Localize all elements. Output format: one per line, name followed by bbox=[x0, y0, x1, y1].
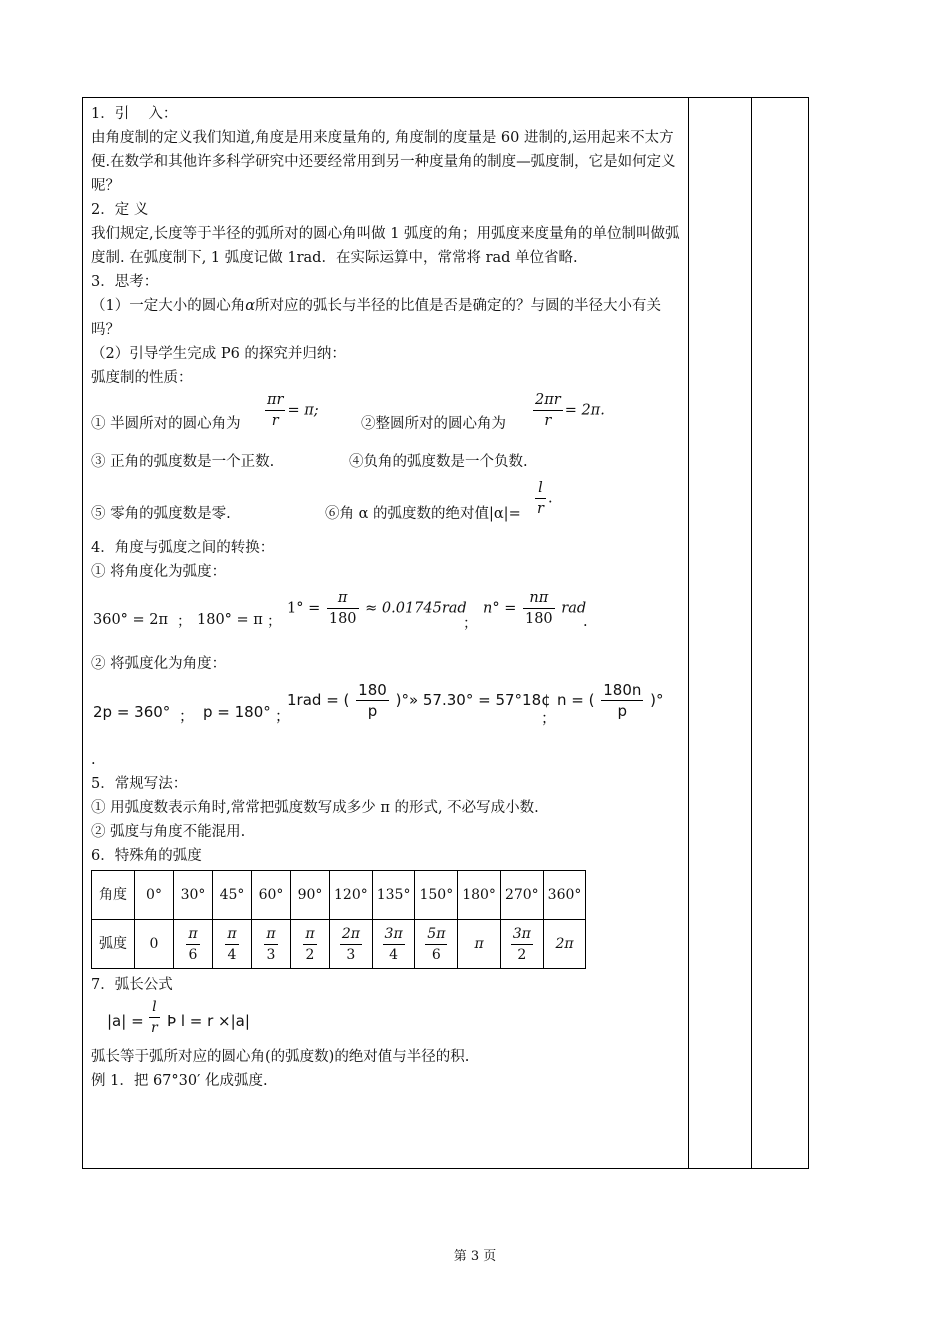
main-content bbox=[91, 102, 681, 1093]
property-1: ① 半圆所对的圆心角为 bbox=[91, 416, 241, 432]
degree-cell: 150° bbox=[415, 871, 458, 920]
radian-numerator: 2π bbox=[340, 924, 362, 945]
radian-denominator: 2 bbox=[305, 946, 315, 963]
eq-n-rad-den: p bbox=[617, 702, 628, 720]
question-1-part-a: （1）一定大小的圆心角 bbox=[91, 298, 246, 314]
radian-row-header: 弧度 bbox=[92, 920, 135, 969]
example-1: 例 1．把 67°30′ 化成弧度. bbox=[91, 1073, 268, 1089]
page-number: 第 3 页 bbox=[453, 1249, 497, 1264]
degree-cell: 45° bbox=[213, 871, 252, 920]
eq-1rad-den: p bbox=[367, 702, 378, 720]
radian-denominator: 4 bbox=[389, 946, 399, 963]
radian-numerator: π bbox=[186, 924, 199, 945]
degree-cell: 360° bbox=[543, 871, 586, 920]
radian-numerator: 3π bbox=[511, 924, 533, 945]
radian-value: 0 bbox=[149, 936, 159, 952]
alpha-symbol: α bbox=[245, 298, 256, 314]
property-row-1 bbox=[91, 390, 681, 440]
radian-cell bbox=[252, 920, 291, 969]
property-5: ⑤ 零角的弧度数是零. bbox=[91, 506, 231, 522]
eq-360: 360° = 2π bbox=[93, 612, 169, 628]
eq-1-degree-den: 180 bbox=[328, 611, 357, 627]
sep-4: ； bbox=[179, 707, 195, 725]
eq-p: p = 180° bbox=[203, 703, 271, 721]
formula-2-denominator: r bbox=[544, 413, 552, 429]
eq-n-rad bbox=[557, 680, 664, 721]
section-1-text: 由角度制的定义我们知道,角度是用来度量角的, 角度制的度量是 60 进制的,运用起来不太方便.在数学和其他许多科学研究中还要经常用到另一种度量角的制度—弧度制，它是如何定义呢？ bbox=[91, 130, 676, 194]
properties-title: 弧度制的性质： bbox=[91, 370, 193, 386]
radian-cell bbox=[213, 920, 252, 969]
formula-2-result: = 2π. bbox=[564, 402, 605, 419]
eq-180: 180° = π bbox=[197, 612, 263, 628]
property-6: ⑥角 α 的弧度数的绝对值|α|= bbox=[325, 506, 521, 522]
radian-row bbox=[92, 920, 586, 969]
eq-1-degree-num: π bbox=[327, 588, 359, 609]
eq-n-degree-right: rad bbox=[561, 600, 587, 617]
radian-cell bbox=[458, 920, 501, 969]
eq-1rad-right: )°» 57.30° = 57°18¢ bbox=[395, 691, 551, 709]
radian-denominator: 6 bbox=[431, 946, 441, 963]
eq-1-degree bbox=[287, 588, 467, 629]
eq-1-degree-left: 1° = bbox=[287, 600, 321, 617]
eq-n-degree-den: 180 bbox=[524, 611, 553, 627]
radian-cell bbox=[330, 920, 373, 969]
degree-cell: 120° bbox=[330, 871, 373, 920]
arc-formula-den: r bbox=[151, 1020, 158, 1036]
radian-numerator: π bbox=[264, 924, 277, 945]
section-5-line-2: ② 弧度与角度不能混用. bbox=[91, 824, 246, 840]
radian-cell bbox=[174, 920, 213, 969]
section-4-title: 4．角度与弧度之间的转换： bbox=[91, 540, 275, 556]
period-line: . bbox=[91, 752, 96, 768]
degree-cell: 270° bbox=[500, 871, 543, 920]
degree-cell: 30° bbox=[174, 871, 213, 920]
property-row-2 bbox=[91, 450, 681, 476]
sep-6: ； bbox=[541, 709, 557, 727]
radian-cell bbox=[543, 920, 586, 969]
formula-1-denominator: r bbox=[271, 413, 279, 429]
column-divider-1 bbox=[688, 98, 689, 1168]
formula-abs-alpha bbox=[533, 478, 553, 519]
eq-2p: 2p = 360° bbox=[93, 703, 171, 721]
degree-row bbox=[92, 871, 586, 920]
sep-3: ； bbox=[463, 616, 478, 632]
radian-cell bbox=[135, 920, 174, 969]
question-1 bbox=[91, 294, 681, 342]
radian-cell bbox=[372, 920, 415, 969]
section-7-title: 7．弧长公式 bbox=[91, 977, 173, 993]
radian-cell bbox=[500, 920, 543, 969]
sep-5: ； bbox=[275, 707, 291, 725]
formula-3-denominator: r bbox=[537, 501, 544, 517]
column-divider-2 bbox=[751, 98, 752, 1168]
lesson-table bbox=[82, 97, 809, 1169]
degree-to-radian-title: ① 将角度化为弧度： bbox=[91, 564, 227, 580]
sep-1: ； bbox=[177, 614, 192, 630]
radian-to-degree-formulas bbox=[91, 676, 681, 742]
radian-numerator: π bbox=[303, 924, 316, 945]
eq-n-degree-left: n° = bbox=[483, 600, 517, 617]
special-angles-table bbox=[91, 870, 586, 969]
section-3-title: 3．思考： bbox=[91, 274, 159, 290]
property-row-3 bbox=[91, 476, 681, 526]
radian-numerator: 5π bbox=[425, 924, 447, 945]
radian-cell bbox=[415, 920, 458, 969]
degree-row-header: 角度 bbox=[92, 871, 135, 920]
formula-3-dot: . bbox=[547, 490, 553, 507]
radian-cell bbox=[291, 920, 330, 969]
radian-value: 2π bbox=[555, 936, 574, 952]
eq-1-degree-right: ≈ 0.01745rad bbox=[365, 600, 467, 617]
question-1-part-b: 所对应的弧长与半径的比值是否是确定的？与圆的半径大小有关吗？ bbox=[91, 298, 662, 338]
formula-3-numerator: l bbox=[535, 478, 546, 499]
arc-length-description: 弧长等于弧所对应的圆心角(的弧度数)的绝对值与半径的积. bbox=[91, 1049, 470, 1065]
eq-1rad-num: 180 bbox=[358, 681, 387, 699]
dot-1: . bbox=[583, 614, 588, 630]
degree-to-radian-formulas bbox=[91, 584, 681, 642]
arc-formula-num: l bbox=[149, 997, 160, 1018]
formula-1-numerator: πr bbox=[265, 390, 285, 411]
radian-denominator: 3 bbox=[266, 946, 276, 963]
eq-n-degree bbox=[483, 588, 586, 629]
property-3: ③ 正角的弧度数是一个正数. bbox=[91, 454, 275, 470]
formula-2-numerator: 2πr bbox=[533, 390, 563, 411]
eq-n-rad-left: n = ( bbox=[557, 691, 595, 709]
sep-2: ； bbox=[267, 614, 282, 630]
radian-denominator: 4 bbox=[227, 946, 237, 963]
formula-full-circle bbox=[531, 390, 605, 431]
radian-denominator: 6 bbox=[188, 946, 198, 963]
degree-cell: 90° bbox=[291, 871, 330, 920]
arc-formula-left: |a| = bbox=[107, 1012, 144, 1030]
degree-cell: 135° bbox=[372, 871, 415, 920]
degree-cell: 180° bbox=[458, 871, 501, 920]
radian-numerator: 3π bbox=[383, 924, 405, 945]
section-2-title: 2．定 义 bbox=[91, 202, 149, 218]
degree-cell: 0° bbox=[135, 871, 174, 920]
formula-1-result: = π; bbox=[287, 402, 319, 419]
section-1-title: 1．引 入： bbox=[91, 106, 178, 122]
radian-numerator: π bbox=[225, 924, 238, 945]
eq-n-rad-right: )° bbox=[650, 691, 664, 709]
property-4: ④负角的弧度数是一个负数. bbox=[349, 454, 528, 470]
eq-1rad bbox=[287, 680, 551, 721]
arc-formula-right: Þ l = r ×|a| bbox=[167, 1012, 250, 1030]
radian-value: π bbox=[474, 936, 484, 952]
section-5-title: 5．常规写法： bbox=[91, 776, 188, 792]
property-2: ②整圆所对的圆心角为 bbox=[361, 416, 506, 432]
eq-n-degree-num: nπ bbox=[523, 588, 555, 609]
eq-n-rad-num: 180n bbox=[603, 681, 642, 699]
section-2-text: 我们规定,长度等于半径的弧所对的圆心角叫做 1 弧度的角；用弧度来度量角的单位制叫做弧度制. 在弧度制下, 1 弧度记做 1rad．在实际运算中，常常将 rad 单位省略. bbox=[91, 226, 680, 266]
arc-length-formula bbox=[91, 997, 681, 1045]
section-6-title: 6．特殊角的弧度 bbox=[91, 848, 202, 864]
eq-1rad-left: 1rad = ( bbox=[287, 691, 350, 709]
degree-cell: 60° bbox=[252, 871, 291, 920]
radian-to-degree-title: ② 将弧度化为角度： bbox=[91, 656, 227, 672]
section-5-line-1: ① 用弧度数表示角时,常常把弧度数写成多少 π 的形式, 不必写成小数. bbox=[91, 800, 539, 816]
question-2: （2）引导学生完成 P6 的探究并归纳： bbox=[91, 346, 346, 362]
radian-denominator: 3 bbox=[346, 946, 356, 963]
radian-denominator: 2 bbox=[517, 946, 527, 963]
formula-semicircle bbox=[263, 390, 319, 431]
